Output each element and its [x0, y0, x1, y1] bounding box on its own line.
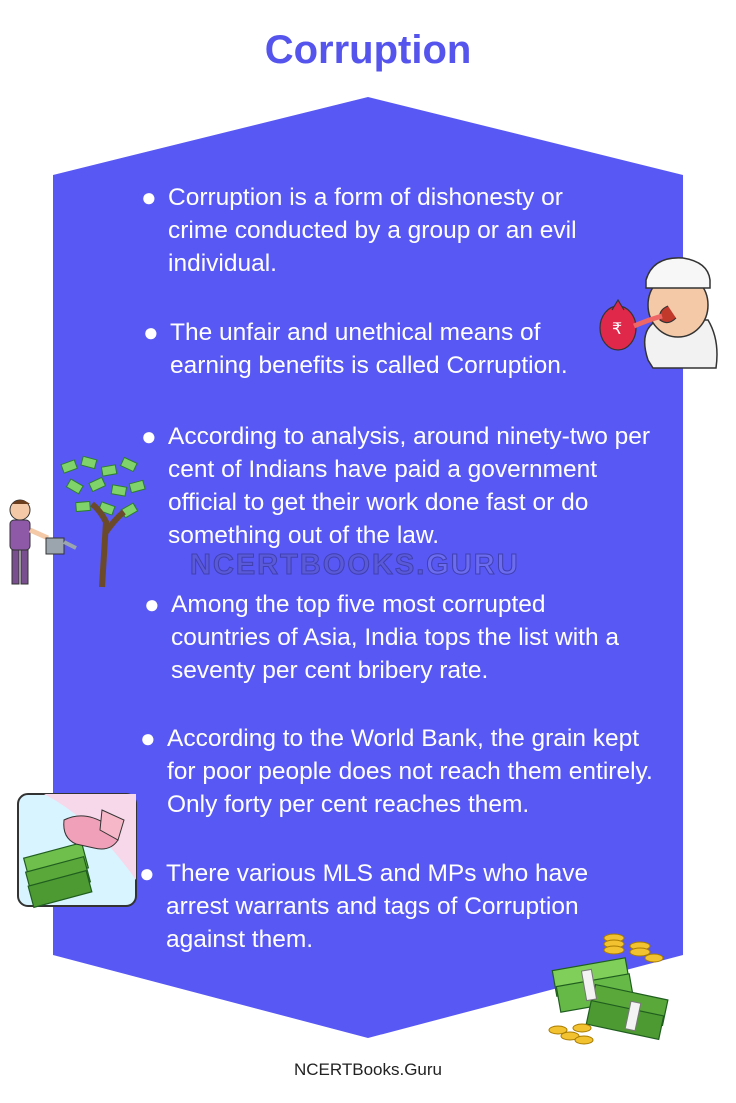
bullet-text-3: According to analysis, around ninety-two per cent of Indians have paid a government official to get their work done fast or do something out of the law. [168, 423, 651, 549]
politician-eating-money-icon [598, 250, 720, 370]
svg-text:₹: ₹ [612, 319, 623, 338]
watermark [190, 549, 520, 582]
bullet-text-5: According to the World Bank, the grain kept for poor people does not reach them entirely. Only forty per cent reaches them. [167, 725, 653, 818]
bullet-point-1: ● Corruption is a form of dishonesty or crime conducted by a group or an evil individual. [141, 182, 577, 277]
bullet-text-4: Among the top five most corrupted countries of Asia, India tops the list with a seventy per cent bribery rate. [171, 591, 620, 684]
watermark-accent: GURU [426, 549, 520, 581]
bullet-text-2: The unfair and unethical means of earning benefits is called Corruption. [170, 319, 568, 379]
watermark-main: NCERTBOOKS. [190, 549, 427, 581]
cash-and-coins-icon [544, 930, 674, 1048]
bullet-text-6: There various MLS and MPs who have arrest warrants and tags of Corruption against them. [166, 860, 589, 953]
bullet-text-1: Corruption is a form of dishonesty or crime conducted by a group or an evil individual. [168, 184, 577, 277]
bullet-point-6: ● There various MLS and MPs who have arrest warrants and tags of Corruption against them. [139, 858, 589, 953]
money-tree-icon [2, 452, 152, 592]
page-title: Corruption [264, 28, 472, 72]
footer-credit: NCERTBooks.Guru [293, 1060, 442, 1079]
bribe-hand-icon [14, 790, 140, 910]
bullet-point-5: ● According to the World Bank, the grain kept for poor people does not reach them entirely. Only forty per cent reaches them. [140, 723, 653, 818]
bullet-point-3: ● According to analysis, around ninety-two per cent of Indians have paid a government official to get their work done fast or do something out of the law. [141, 421, 651, 549]
bullet-point-4: ● Among the top five most corrupted countries of Asia, India tops the list with a seventy per cent bribery rate. [144, 589, 620, 684]
bullet-point-2: ● The unfair and unethical means of earning benefits is called Corruption. [143, 317, 568, 379]
